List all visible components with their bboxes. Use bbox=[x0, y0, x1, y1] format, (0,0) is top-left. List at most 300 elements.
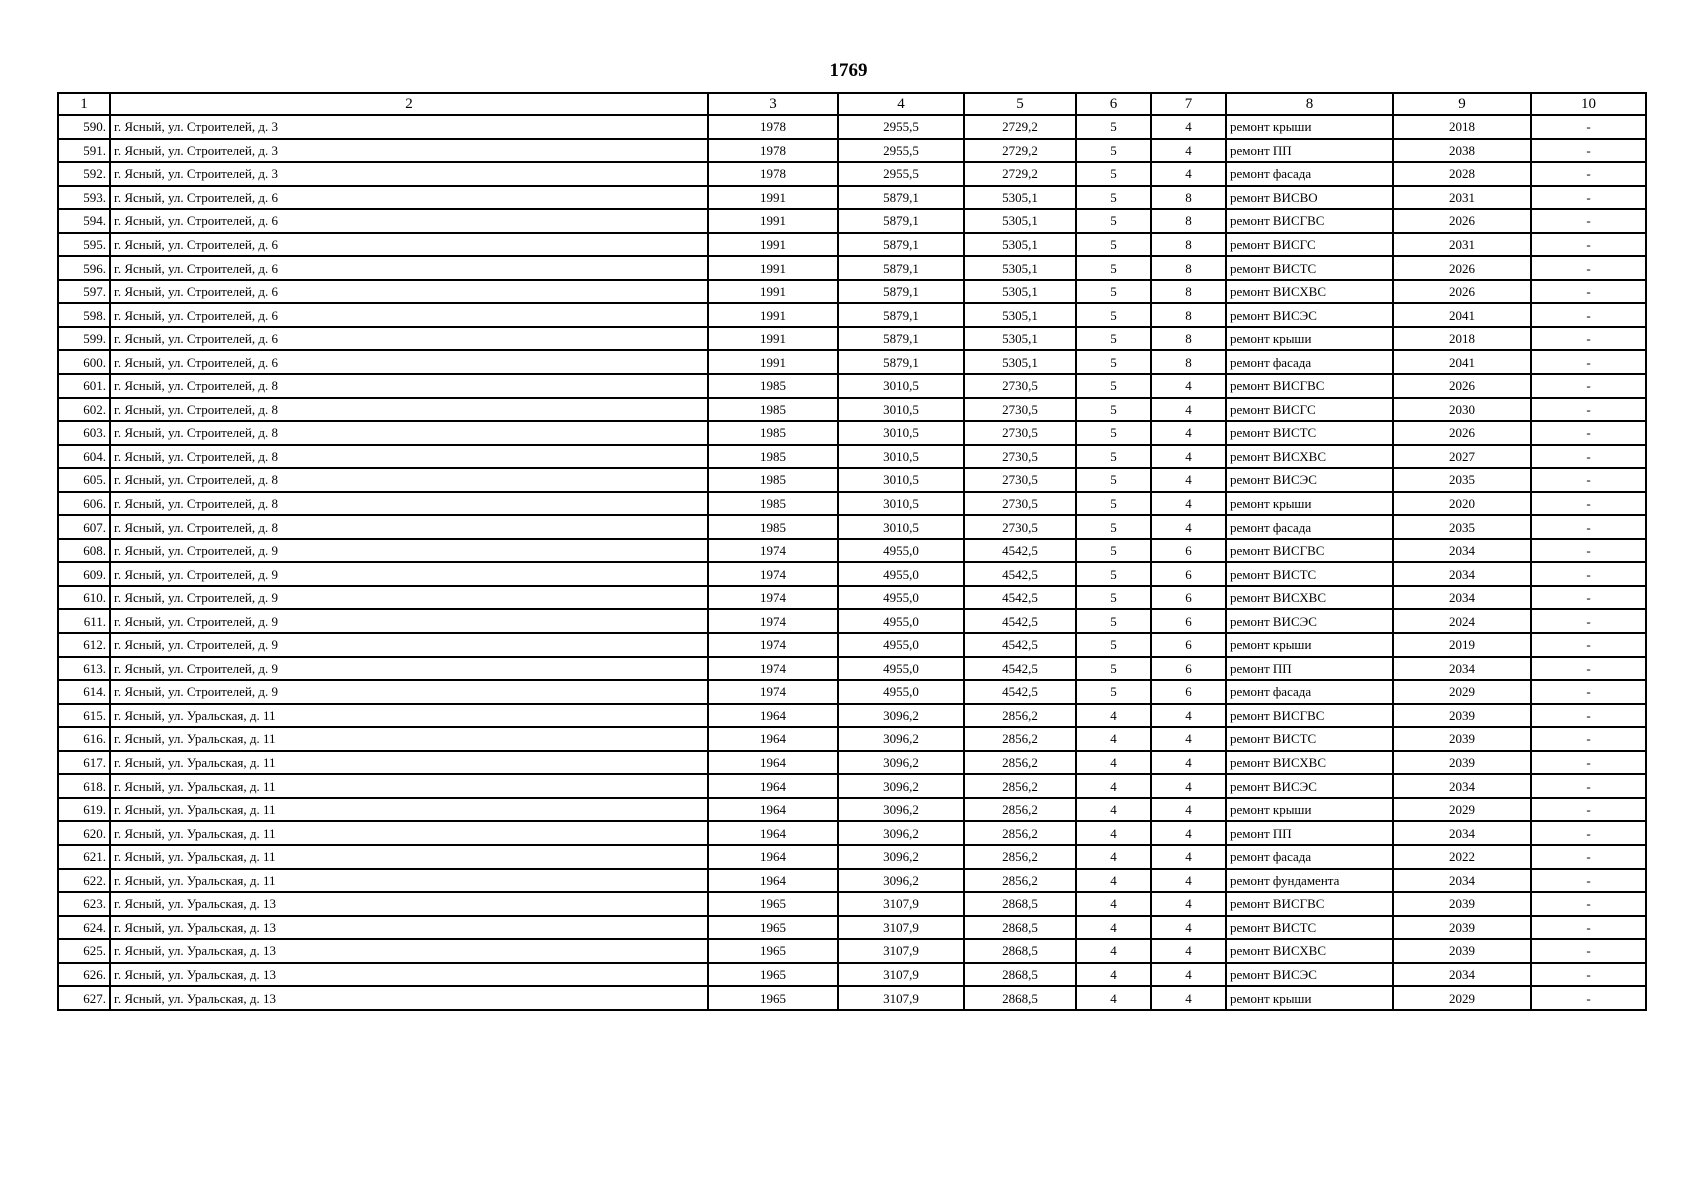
entrances-cell: 4 bbox=[1151, 115, 1226, 139]
address-cell: г. Ясный, ул. Уральская, д. 11 bbox=[110, 727, 708, 751]
entrances-cell: 4 bbox=[1151, 916, 1226, 940]
address-cell: г. Ясный, ул. Строителей, д. 8 bbox=[110, 468, 708, 492]
floors-cell: 5 bbox=[1076, 139, 1151, 163]
entrances-cell: 4 bbox=[1151, 939, 1226, 963]
planned-year-cell: 2039 bbox=[1393, 916, 1531, 940]
living-area-cell: 2856,2 bbox=[964, 774, 1076, 798]
living-area-cell: 2856,2 bbox=[964, 751, 1076, 775]
row-number-cell: 593. bbox=[58, 186, 110, 210]
note-cell: - bbox=[1531, 751, 1646, 775]
year-built-cell: 1965 bbox=[708, 892, 838, 916]
row-number-cell: 594. bbox=[58, 209, 110, 233]
total-area-cell: 3096,2 bbox=[838, 751, 964, 775]
address-cell: г. Ясный, ул. Строителей, д. 8 bbox=[110, 374, 708, 398]
row-number-cell: 598. bbox=[58, 303, 110, 327]
table-row bbox=[58, 139, 1646, 163]
column-header-6: 6 bbox=[1076, 93, 1151, 115]
table-row bbox=[58, 657, 1646, 681]
floors-cell: 4 bbox=[1076, 986, 1151, 1010]
living-area-cell: 2856,2 bbox=[964, 727, 1076, 751]
year-built-cell: 1964 bbox=[708, 774, 838, 798]
note-cell: - bbox=[1531, 374, 1646, 398]
total-area-cell: 4955,0 bbox=[838, 609, 964, 633]
planned-year-cell: 2034 bbox=[1393, 869, 1531, 893]
note-cell: - bbox=[1531, 398, 1646, 422]
year-built-cell: 1991 bbox=[708, 280, 838, 304]
year-built-cell: 1991 bbox=[708, 209, 838, 233]
living-area-cell: 2730,5 bbox=[964, 515, 1076, 539]
row-number-cell: 615. bbox=[58, 704, 110, 728]
table-row bbox=[58, 633, 1646, 657]
total-area-cell: 4955,0 bbox=[838, 562, 964, 586]
entrances-cell: 4 bbox=[1151, 139, 1226, 163]
planned-year-cell: 2026 bbox=[1393, 256, 1531, 280]
work-type-cell: ремонт ПП bbox=[1226, 821, 1393, 845]
table-row bbox=[58, 986, 1646, 1010]
row-number-cell: 601. bbox=[58, 374, 110, 398]
floors-cell: 5 bbox=[1076, 233, 1151, 257]
total-area-cell: 5879,1 bbox=[838, 209, 964, 233]
total-area-cell: 4955,0 bbox=[838, 539, 964, 563]
total-area-cell: 3107,9 bbox=[838, 916, 964, 940]
living-area-cell: 2868,5 bbox=[964, 939, 1076, 963]
work-type-cell: ремонт крыши bbox=[1226, 115, 1393, 139]
work-type-cell: ремонт ВИСТС bbox=[1226, 421, 1393, 445]
year-built-cell: 1974 bbox=[708, 562, 838, 586]
entrances-cell: 4 bbox=[1151, 892, 1226, 916]
address-cell: г. Ясный, ул. Строителей, д. 3 bbox=[110, 139, 708, 163]
entrances-cell: 6 bbox=[1151, 562, 1226, 586]
table-row bbox=[58, 492, 1646, 516]
address-cell: г. Ясный, ул. Строителей, д. 6 bbox=[110, 280, 708, 304]
entrances-cell: 4 bbox=[1151, 774, 1226, 798]
address-cell: г. Ясный, ул. Строителей, д. 8 bbox=[110, 421, 708, 445]
address-cell: г. Ясный, ул. Строителей, д. 9 bbox=[110, 633, 708, 657]
table-row bbox=[58, 421, 1646, 445]
work-type-cell: ремонт ВИСЭС bbox=[1226, 774, 1393, 798]
year-built-cell: 1974 bbox=[708, 539, 838, 563]
entrances-cell: 8 bbox=[1151, 350, 1226, 374]
address-cell: г. Ясный, ул. Уральская, д. 11 bbox=[110, 798, 708, 822]
address-cell: г. Ясный, ул. Строителей, д. 9 bbox=[110, 539, 708, 563]
planned-year-cell: 2027 bbox=[1393, 445, 1531, 469]
living-area-cell: 2868,5 bbox=[964, 986, 1076, 1010]
address-cell: г. Ясный, ул. Уральская, д. 13 bbox=[110, 963, 708, 987]
total-area-cell: 5879,1 bbox=[838, 186, 964, 210]
row-number-cell: 621. bbox=[58, 845, 110, 869]
living-area-cell: 5305,1 bbox=[964, 350, 1076, 374]
planned-year-cell: 2019 bbox=[1393, 633, 1531, 657]
entrances-cell: 4 bbox=[1151, 845, 1226, 869]
repair-schedule-table bbox=[57, 92, 1647, 1011]
entrances-cell: 4 bbox=[1151, 445, 1226, 469]
floors-cell: 4 bbox=[1076, 798, 1151, 822]
living-area-cell: 2730,5 bbox=[964, 398, 1076, 422]
entrances-cell: 4 bbox=[1151, 704, 1226, 728]
note-cell: - bbox=[1531, 303, 1646, 327]
planned-year-cell: 2035 bbox=[1393, 515, 1531, 539]
column-header-3: 3 bbox=[708, 93, 838, 115]
planned-year-cell: 2026 bbox=[1393, 209, 1531, 233]
total-area-cell: 4955,0 bbox=[838, 680, 964, 704]
year-built-cell: 1974 bbox=[708, 680, 838, 704]
row-number-cell: 620. bbox=[58, 821, 110, 845]
table-row bbox=[58, 445, 1646, 469]
table-row bbox=[58, 115, 1646, 139]
row-number-cell: 595. bbox=[58, 233, 110, 257]
note-cell: - bbox=[1531, 115, 1646, 139]
work-type-cell: ремонт ПП bbox=[1226, 657, 1393, 681]
planned-year-cell: 2022 bbox=[1393, 845, 1531, 869]
note-cell: - bbox=[1531, 680, 1646, 704]
table-row bbox=[58, 821, 1646, 845]
table-row bbox=[58, 939, 1646, 963]
note-cell: - bbox=[1531, 821, 1646, 845]
note-cell: - bbox=[1531, 869, 1646, 893]
entrances-cell: 8 bbox=[1151, 303, 1226, 327]
table-row bbox=[58, 798, 1646, 822]
entrances-cell: 6 bbox=[1151, 633, 1226, 657]
year-built-cell: 1965 bbox=[708, 986, 838, 1010]
row-number-cell: 608. bbox=[58, 539, 110, 563]
address-cell: г. Ясный, ул. Строителей, д. 6 bbox=[110, 186, 708, 210]
address-cell: г. Ясный, ул. Уральская, д. 11 bbox=[110, 704, 708, 728]
year-built-cell: 1964 bbox=[708, 704, 838, 728]
table-row bbox=[58, 963, 1646, 987]
floors-cell: 4 bbox=[1076, 704, 1151, 728]
table-row bbox=[58, 350, 1646, 374]
row-number-cell: 605. bbox=[58, 468, 110, 492]
floors-cell: 5 bbox=[1076, 186, 1151, 210]
row-number-cell: 609. bbox=[58, 562, 110, 586]
floors-cell: 5 bbox=[1076, 468, 1151, 492]
table-row bbox=[58, 704, 1646, 728]
row-number-cell: 619. bbox=[58, 798, 110, 822]
living-area-cell: 2856,2 bbox=[964, 869, 1076, 893]
table-row bbox=[58, 562, 1646, 586]
planned-year-cell: 2018 bbox=[1393, 327, 1531, 351]
column-header-5: 5 bbox=[964, 93, 1076, 115]
total-area-cell: 3096,2 bbox=[838, 798, 964, 822]
total-area-cell: 3096,2 bbox=[838, 845, 964, 869]
total-area-cell: 3107,9 bbox=[838, 939, 964, 963]
total-area-cell: 3010,5 bbox=[838, 468, 964, 492]
year-built-cell: 1991 bbox=[708, 186, 838, 210]
work-type-cell: ремонт фасада bbox=[1226, 680, 1393, 704]
row-number-cell: 622. bbox=[58, 869, 110, 893]
year-built-cell: 1964 bbox=[708, 751, 838, 775]
year-built-cell: 1965 bbox=[708, 916, 838, 940]
table-body bbox=[58, 115, 1646, 1010]
year-built-cell: 1985 bbox=[708, 492, 838, 516]
floors-cell: 5 bbox=[1076, 303, 1151, 327]
year-built-cell: 1974 bbox=[708, 609, 838, 633]
row-number-cell: 612. bbox=[58, 633, 110, 657]
table-row bbox=[58, 233, 1646, 257]
table-row bbox=[58, 845, 1646, 869]
row-number-cell: 611. bbox=[58, 609, 110, 633]
year-built-cell: 1985 bbox=[708, 421, 838, 445]
living-area-cell: 2729,2 bbox=[964, 139, 1076, 163]
floors-cell: 5 bbox=[1076, 492, 1151, 516]
planned-year-cell: 2029 bbox=[1393, 986, 1531, 1010]
address-cell: г. Ясный, ул. Уральская, д. 11 bbox=[110, 751, 708, 775]
entrances-cell: 4 bbox=[1151, 798, 1226, 822]
living-area-cell: 4542,5 bbox=[964, 539, 1076, 563]
address-cell: г. Ясный, ул. Строителей, д. 6 bbox=[110, 327, 708, 351]
total-area-cell: 4955,0 bbox=[838, 657, 964, 681]
total-area-cell: 2955,5 bbox=[838, 162, 964, 186]
entrances-cell: 4 bbox=[1151, 751, 1226, 775]
entrances-cell: 4 bbox=[1151, 398, 1226, 422]
table-row bbox=[58, 186, 1646, 210]
table-row bbox=[58, 515, 1646, 539]
floors-cell: 4 bbox=[1076, 821, 1151, 845]
row-number-cell: 597. bbox=[58, 280, 110, 304]
work-type-cell: ремонт ВИСТС bbox=[1226, 916, 1393, 940]
year-built-cell: 1985 bbox=[708, 468, 838, 492]
address-cell: г. Ясный, ул. Строителей, д. 9 bbox=[110, 562, 708, 586]
table-row bbox=[58, 468, 1646, 492]
planned-year-cell: 2018 bbox=[1393, 115, 1531, 139]
total-area-cell: 3010,5 bbox=[838, 492, 964, 516]
year-built-cell: 1985 bbox=[708, 445, 838, 469]
living-area-cell: 5305,1 bbox=[964, 303, 1076, 327]
entrances-cell: 6 bbox=[1151, 586, 1226, 610]
note-cell: - bbox=[1531, 609, 1646, 633]
row-number-cell: 625. bbox=[58, 939, 110, 963]
work-type-cell: ремонт фасада bbox=[1226, 162, 1393, 186]
floors-cell: 5 bbox=[1076, 209, 1151, 233]
work-type-cell: ремонт ВИСХВС bbox=[1226, 586, 1393, 610]
note-cell: - bbox=[1531, 233, 1646, 257]
work-type-cell: ремонт крыши bbox=[1226, 633, 1393, 657]
floors-cell: 5 bbox=[1076, 633, 1151, 657]
entrances-cell: 6 bbox=[1151, 680, 1226, 704]
table-header bbox=[58, 93, 1646, 115]
entrances-cell: 6 bbox=[1151, 609, 1226, 633]
year-built-cell: 1978 bbox=[708, 115, 838, 139]
note-cell: - bbox=[1531, 727, 1646, 751]
entrances-cell: 8 bbox=[1151, 233, 1226, 257]
planned-year-cell: 2026 bbox=[1393, 421, 1531, 445]
entrances-cell: 4 bbox=[1151, 821, 1226, 845]
work-type-cell: ремонт ВИСГВС bbox=[1226, 892, 1393, 916]
work-type-cell: ремонт ВИСЭС bbox=[1226, 609, 1393, 633]
living-area-cell: 2868,5 bbox=[964, 963, 1076, 987]
address-cell: г. Ясный, ул. Уральская, д. 13 bbox=[110, 986, 708, 1010]
note-cell: - bbox=[1531, 704, 1646, 728]
planned-year-cell: 2034 bbox=[1393, 657, 1531, 681]
work-type-cell: ремонт фасада bbox=[1226, 845, 1393, 869]
living-area-cell: 4542,5 bbox=[964, 633, 1076, 657]
note-cell: - bbox=[1531, 939, 1646, 963]
row-number-cell: 592. bbox=[58, 162, 110, 186]
planned-year-cell: 2031 bbox=[1393, 186, 1531, 210]
living-area-cell: 4542,5 bbox=[964, 657, 1076, 681]
row-number-cell: 590. bbox=[58, 115, 110, 139]
living-area-cell: 2730,5 bbox=[964, 468, 1076, 492]
floors-cell: 5 bbox=[1076, 398, 1151, 422]
year-built-cell: 1991 bbox=[708, 256, 838, 280]
year-built-cell: 1964 bbox=[708, 821, 838, 845]
work-type-cell: ремонт ВИСХВС bbox=[1226, 445, 1393, 469]
planned-year-cell: 2026 bbox=[1393, 280, 1531, 304]
work-type-cell: ремонт фасада bbox=[1226, 350, 1393, 374]
note-cell: - bbox=[1531, 492, 1646, 516]
living-area-cell: 4542,5 bbox=[964, 609, 1076, 633]
table-row bbox=[58, 256, 1646, 280]
address-cell: г. Ясный, ул. Уральская, д. 11 bbox=[110, 869, 708, 893]
address-cell: г. Ясный, ул. Строителей, д. 9 bbox=[110, 657, 708, 681]
work-type-cell: ремонт фасада bbox=[1226, 515, 1393, 539]
planned-year-cell: 2041 bbox=[1393, 350, 1531, 374]
year-built-cell: 1965 bbox=[708, 939, 838, 963]
year-built-cell: 1965 bbox=[708, 963, 838, 987]
table-row bbox=[58, 303, 1646, 327]
column-header-4: 4 bbox=[838, 93, 964, 115]
floors-cell: 4 bbox=[1076, 939, 1151, 963]
entrances-cell: 8 bbox=[1151, 186, 1226, 210]
work-type-cell: ремонт ВИСХВС bbox=[1226, 939, 1393, 963]
note-cell: - bbox=[1531, 162, 1646, 186]
row-number-cell: 623. bbox=[58, 892, 110, 916]
entrances-cell: 4 bbox=[1151, 162, 1226, 186]
floors-cell: 5 bbox=[1076, 162, 1151, 186]
row-number-cell: 604. bbox=[58, 445, 110, 469]
table-row bbox=[58, 609, 1646, 633]
total-area-cell: 3107,9 bbox=[838, 892, 964, 916]
header-row bbox=[58, 93, 1646, 115]
planned-year-cell: 2039 bbox=[1393, 751, 1531, 775]
year-built-cell: 1985 bbox=[708, 374, 838, 398]
address-cell: г. Ясный, ул. Строителей, д. 8 bbox=[110, 445, 708, 469]
total-area-cell: 5879,1 bbox=[838, 280, 964, 304]
column-header-7: 7 bbox=[1151, 93, 1226, 115]
living-area-cell: 5305,1 bbox=[964, 327, 1076, 351]
work-type-cell: ремонт ВИСГВС bbox=[1226, 704, 1393, 728]
planned-year-cell: 2039 bbox=[1393, 704, 1531, 728]
row-number-cell: 599. bbox=[58, 327, 110, 351]
note-cell: - bbox=[1531, 209, 1646, 233]
address-cell: г. Ясный, ул. Уральская, д. 13 bbox=[110, 939, 708, 963]
year-built-cell: 1974 bbox=[708, 657, 838, 681]
work-type-cell: ремонт ВИСЭС bbox=[1226, 303, 1393, 327]
year-built-cell: 1991 bbox=[708, 350, 838, 374]
address-cell: г. Ясный, ул. Строителей, д. 6 bbox=[110, 256, 708, 280]
living-area-cell: 2730,5 bbox=[964, 374, 1076, 398]
table-row bbox=[58, 680, 1646, 704]
floors-cell: 5 bbox=[1076, 609, 1151, 633]
planned-year-cell: 2038 bbox=[1393, 139, 1531, 163]
planned-year-cell: 2039 bbox=[1393, 892, 1531, 916]
planned-year-cell: 2020 bbox=[1393, 492, 1531, 516]
living-area-cell: 5305,1 bbox=[964, 209, 1076, 233]
planned-year-cell: 2041 bbox=[1393, 303, 1531, 327]
work-type-cell: ремонт ВИСТС bbox=[1226, 256, 1393, 280]
planned-year-cell: 2034 bbox=[1393, 821, 1531, 845]
table-row bbox=[58, 327, 1646, 351]
address-cell: г. Ясный, ул. Строителей, д. 6 bbox=[110, 350, 708, 374]
entrances-cell: 4 bbox=[1151, 986, 1226, 1010]
work-type-cell: ремонт ВИСГВС bbox=[1226, 539, 1393, 563]
entrances-cell: 8 bbox=[1151, 256, 1226, 280]
address-cell: г. Ясный, ул. Строителей, д. 3 bbox=[110, 162, 708, 186]
entrances-cell: 4 bbox=[1151, 515, 1226, 539]
total-area-cell: 3010,5 bbox=[838, 398, 964, 422]
note-cell: - bbox=[1531, 327, 1646, 351]
living-area-cell: 5305,1 bbox=[964, 186, 1076, 210]
work-type-cell: ремонт ВИСХВС bbox=[1226, 751, 1393, 775]
address-cell: г. Ясный, ул. Уральская, д. 11 bbox=[110, 821, 708, 845]
address-cell: г. Ясный, ул. Строителей, д. 9 bbox=[110, 586, 708, 610]
row-number-cell: 591. bbox=[58, 139, 110, 163]
note-cell: - bbox=[1531, 633, 1646, 657]
address-cell: г. Ясный, ул. Строителей, д. 8 bbox=[110, 492, 708, 516]
planned-year-cell: 2034 bbox=[1393, 774, 1531, 798]
note-cell: - bbox=[1531, 586, 1646, 610]
total-area-cell: 3107,9 bbox=[838, 986, 964, 1010]
planned-year-cell: 2031 bbox=[1393, 233, 1531, 257]
column-header-2: 2 bbox=[110, 93, 708, 115]
address-cell: г. Ясный, ул. Уральская, д. 11 bbox=[110, 845, 708, 869]
living-area-cell: 2868,5 bbox=[964, 892, 1076, 916]
work-type-cell: ремонт ПП bbox=[1226, 139, 1393, 163]
work-type-cell: ремонт крыши bbox=[1226, 492, 1393, 516]
row-number-cell: 606. bbox=[58, 492, 110, 516]
planned-year-cell: 2034 bbox=[1393, 539, 1531, 563]
address-cell: г. Ясный, ул. Строителей, д. 6 bbox=[110, 303, 708, 327]
floors-cell: 5 bbox=[1076, 680, 1151, 704]
column-header-10: 10 bbox=[1531, 93, 1646, 115]
note-cell: - bbox=[1531, 256, 1646, 280]
work-type-cell: ремонт ВИСГВС bbox=[1226, 374, 1393, 398]
floors-cell: 4 bbox=[1076, 774, 1151, 798]
column-header-1: 1 bbox=[58, 93, 110, 115]
year-built-cell: 1974 bbox=[708, 633, 838, 657]
entrances-cell: 4 bbox=[1151, 492, 1226, 516]
total-area-cell: 3096,2 bbox=[838, 821, 964, 845]
living-area-cell: 2730,5 bbox=[964, 421, 1076, 445]
work-type-cell: ремонт ВИСТС bbox=[1226, 727, 1393, 751]
living-area-cell: 2856,2 bbox=[964, 821, 1076, 845]
year-built-cell: 1978 bbox=[708, 162, 838, 186]
total-area-cell: 5879,1 bbox=[838, 327, 964, 351]
row-number-cell: 624. bbox=[58, 916, 110, 940]
planned-year-cell: 2039 bbox=[1393, 727, 1531, 751]
living-area-cell: 4542,5 bbox=[964, 562, 1076, 586]
row-number-cell: 618. bbox=[58, 774, 110, 798]
work-type-cell: ремонт ВИСГВС bbox=[1226, 209, 1393, 233]
note-cell: - bbox=[1531, 468, 1646, 492]
floors-cell: 5 bbox=[1076, 539, 1151, 563]
year-built-cell: 1974 bbox=[708, 586, 838, 610]
work-type-cell: ремонт крыши bbox=[1226, 798, 1393, 822]
table-row bbox=[58, 209, 1646, 233]
total-area-cell: 5879,1 bbox=[838, 350, 964, 374]
year-built-cell: 1991 bbox=[708, 233, 838, 257]
work-type-cell: ремонт крыши bbox=[1226, 327, 1393, 351]
floors-cell: 5 bbox=[1076, 350, 1151, 374]
floors-cell: 5 bbox=[1076, 115, 1151, 139]
work-type-cell: ремонт ВИСВО bbox=[1226, 186, 1393, 210]
floors-cell: 5 bbox=[1076, 280, 1151, 304]
total-area-cell: 3096,2 bbox=[838, 869, 964, 893]
note-cell: - bbox=[1531, 139, 1646, 163]
note-cell: - bbox=[1531, 774, 1646, 798]
year-built-cell: 1985 bbox=[708, 398, 838, 422]
year-built-cell: 1964 bbox=[708, 845, 838, 869]
